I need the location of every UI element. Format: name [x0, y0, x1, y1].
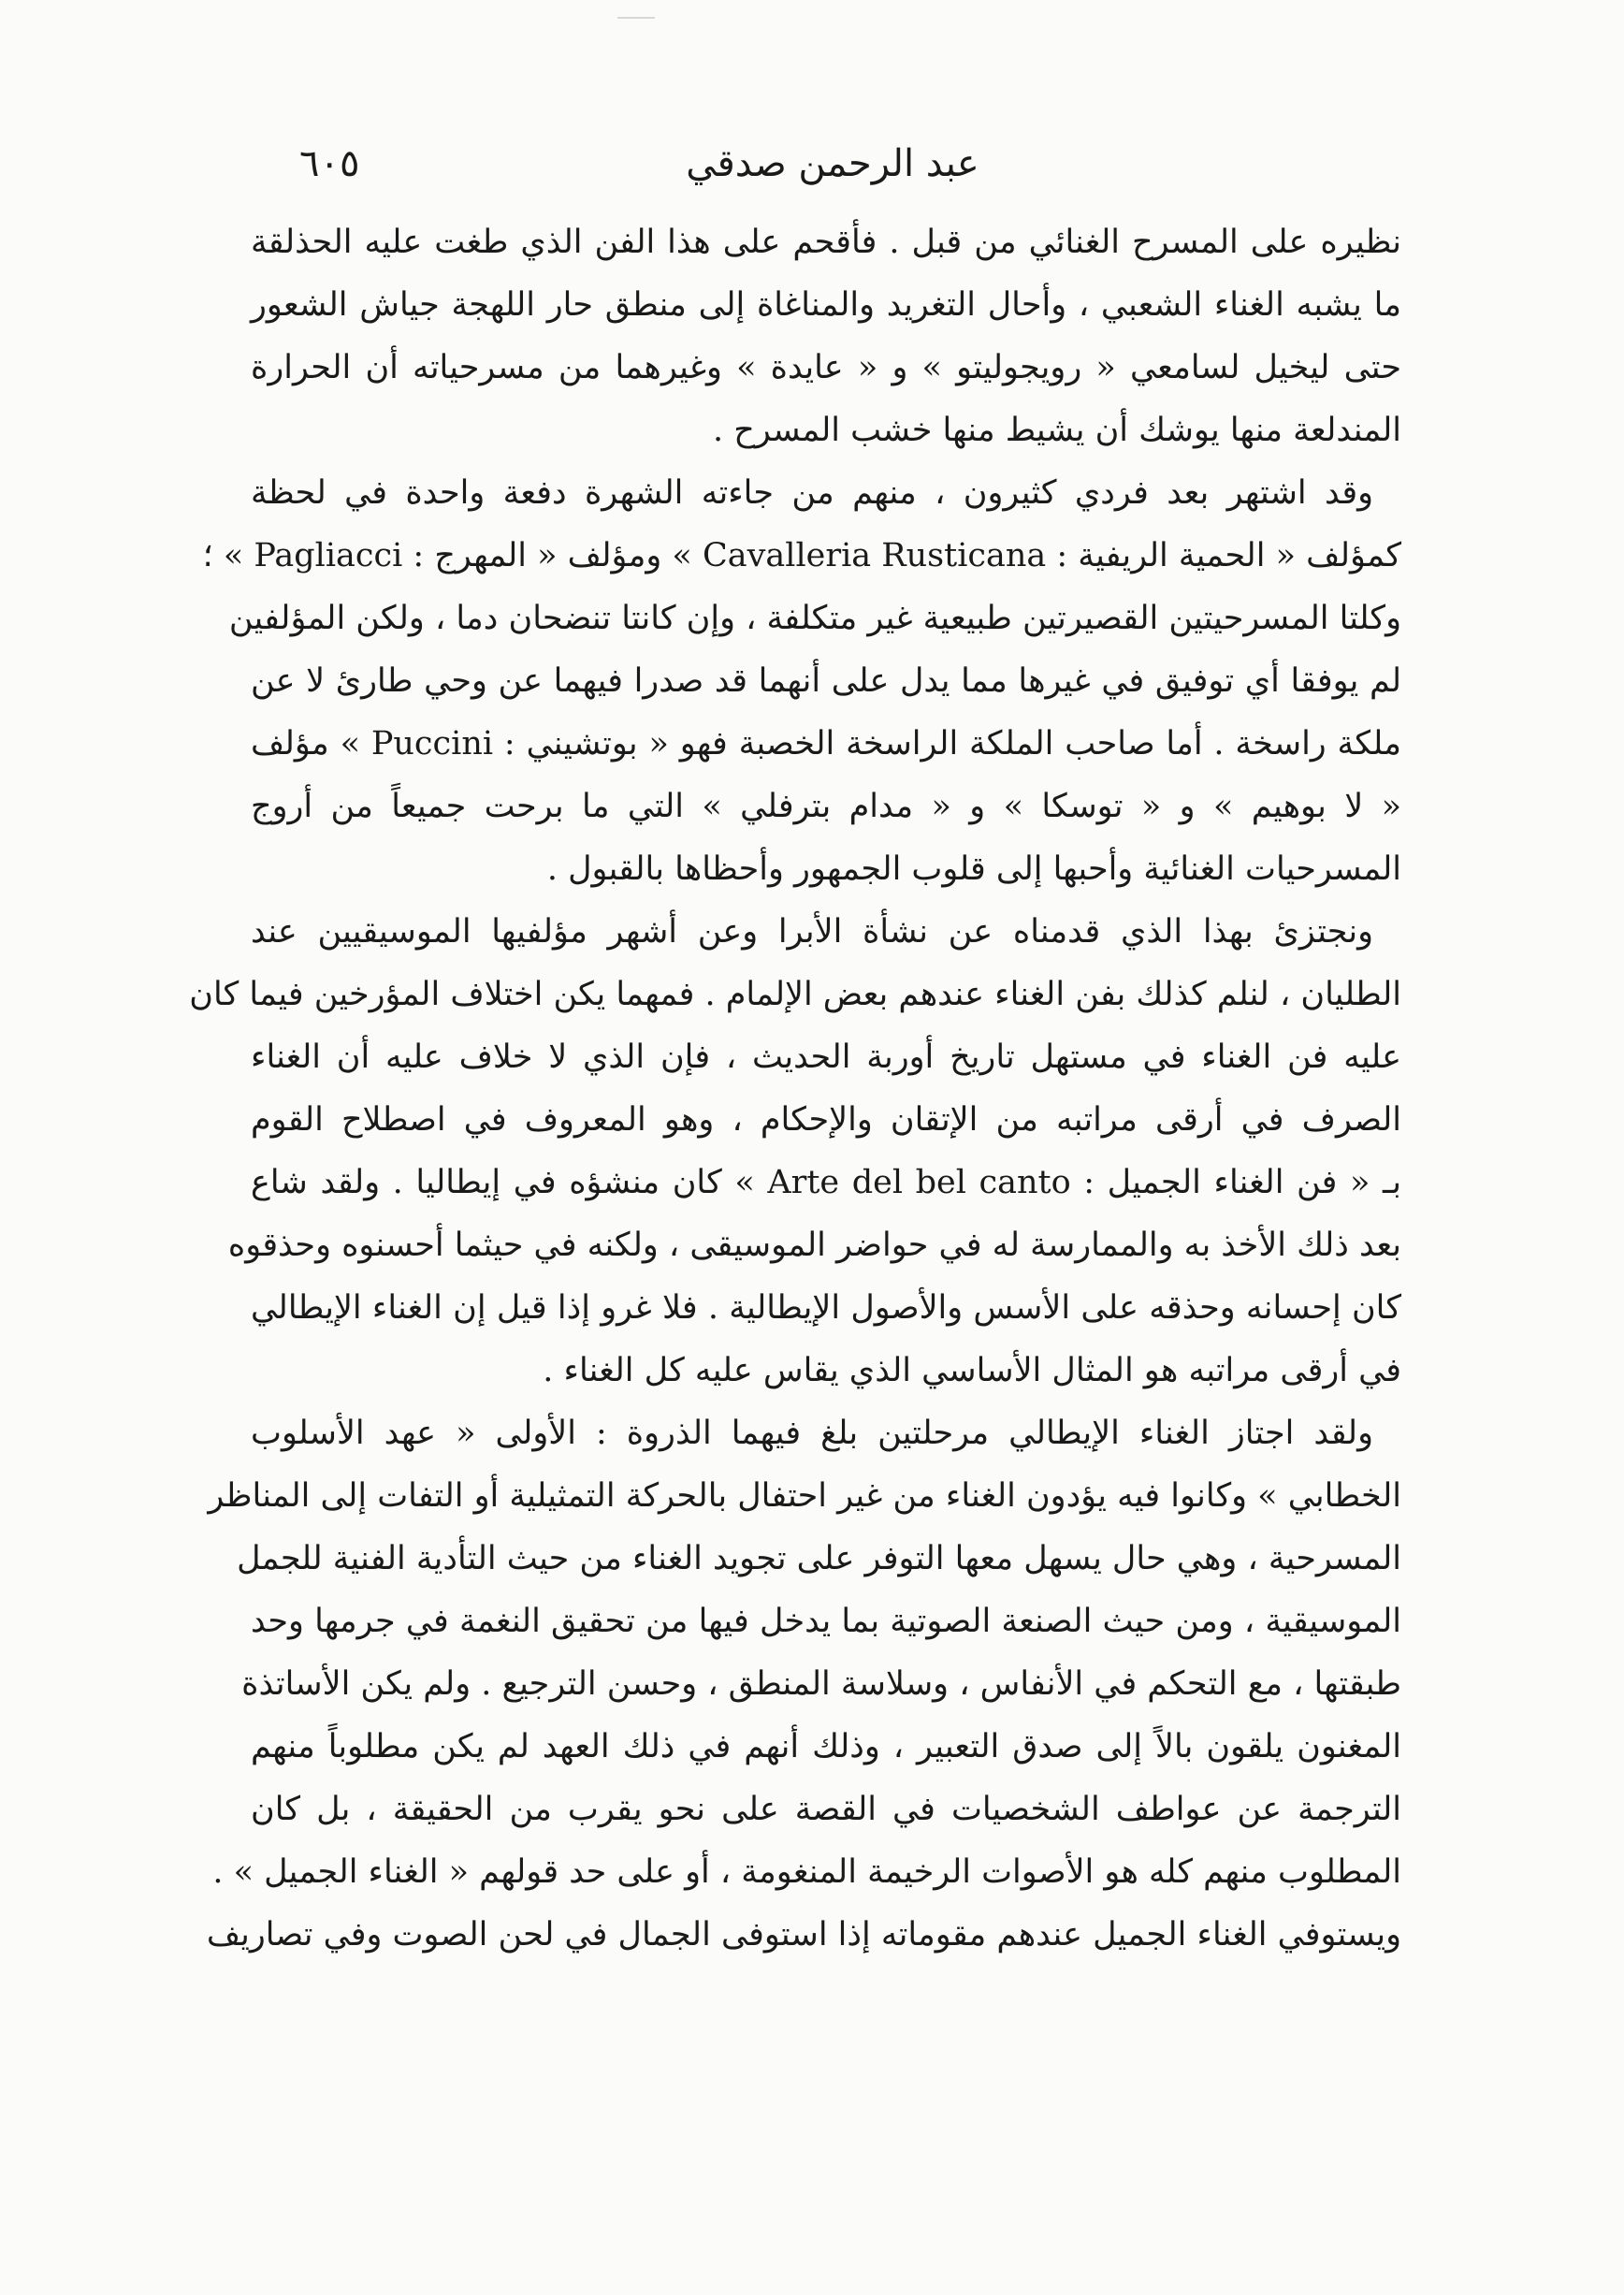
text-line: الترجمة عن عواطف الشخصيات في القصة على نحو يقرب من الحقيقة ، بل كان	[251, 1791, 1401, 1828]
text-line: بـ « فن الغناء الجميل : Arte del bel canto » كان منشؤه في إيطاليا . ولقد شاع	[251, 1164, 1401, 1201]
text-line: ما يشبه الغناء الشعبي ، وأحال التغريد والمناغاة إلى منطق حار اللهجة جياش الشعور	[251, 286, 1401, 324]
text-line: الصرف في أرقى مراتبه من الإتقان والإحكام ، وهو المعروف في اصطلاح القوم	[251, 1101, 1401, 1139]
text-line: كان إحسانه وحذقه على الأسس والأصول الإيطالية . فلا غرو إذا قيل إن الغناء الإيطالي	[251, 1289, 1401, 1327]
text-line: نظيره على المسرح الغنائي من قبل . فأقحم على هذا الفن الذي طغت عليه الحذلقة	[251, 224, 1401, 261]
text-line: المطلوب منهم كله هو الأصوات الرخيمة المنغومة ، أو على حد قولهم « الغناء الجميل » .	[212, 1853, 1401, 1891]
text-line: ملكة راسخة . أما صاحب الملكة الراسخة الخصبة فهو « بوتشيني : Puccini » مؤلف	[251, 725, 1401, 763]
text-line: الخطابي » وكانوا فيه يؤدون الغناء من غير احتفال بالحركة التمثيلية أو التفات إلى المناظر	[208, 1477, 1401, 1515]
text-line: حتى ليخيل لسامعي « رويجوليتو » و « عايدة » وغيرهما من مسرحياته أن الحرارة	[251, 349, 1401, 386]
running-title: عبد الرحمن صدقي	[686, 142, 979, 185]
paragraph-start-line: ونجتزئ بهذا الذي قدمناه عن نشأة الأبرا وعن أشهر مؤلفيها الموسيقيين عند	[251, 913, 1373, 951]
text-line: في أرقى مراتبه هو المثال الأساسي الذي يقاس عليه كل الغناء .	[543, 1352, 1401, 1389]
text-line: « لا بوهيم » و « توسكا » و « مدام بترفلي » التي ما برحت جميعاً من أروج	[251, 788, 1401, 825]
text-line: عليه فن الغناء في مستهل تاريخ أوربة الحديث ، فإن الذي لا خلاف عليه أن الغناء	[251, 1039, 1401, 1076]
text-line: المسرحيات الغنائية وأحبها إلى قلوب الجمهور وأحظاها بالقبول .	[546, 850, 1401, 888]
page-header	[253, 131, 1413, 196]
text-line: بعد ذلك الأخذ به والممارسة له في حواضر الموسيقى ، ولكنه في حيثما أحسنوه وحذقوه	[227, 1227, 1401, 1264]
text-line: وكلتا المسرحيتين القصيرتين طبيعية غير متكلفة ، وإن كانتا تنضحان دما ، ولكن المؤلفين	[228, 600, 1401, 637]
text-line: كمؤلف « الحمية الريفية : Cavalleria Rusticana » ومؤلف « المهرج : Pagliacci » ؛	[202, 537, 1401, 574]
text-line: المندلعة منها يوشك أن يشيط منها خشب المسرح .	[712, 412, 1401, 449]
paragraph-start-line: وقد اشتهر بعد فردي كثيرون ، منهم من جاءته الشهرة دفعة واحدة في لحظة	[251, 474, 1373, 512]
page-number: ٦٠٥	[299, 142, 360, 185]
text-line: طبقتها ، مع التحكم في الأنفاس ، وسلاسة المنطق ، وحسن الترجيع . ولم يكن الأساتذة	[241, 1665, 1401, 1703]
scan-artifact	[617, 17, 655, 19]
text-line: لم يوفقا أي توفيق في غيرها مما يدل على أنهما قد صدرا فيهما عن وحي طارئ لا عن	[251, 662, 1401, 700]
text-line: المسرحية ، وهي حال يسهل معها التوفر على تجويد الغناء من حيث التأدية الفنية للجمل	[237, 1540, 1401, 1577]
text-line: ويستوفي الغناء الجميل عندهم مقوماته إذا استوفى الجمال في لحن الصوت وفي تصاريف	[206, 1916, 1401, 1954]
paragraph-start-line: ولقد اجتاز الغناء الإيطالي مرحلتين بلغ فيهما الذروة : الأولى « عهد الأسلوب	[251, 1415, 1373, 1452]
text-line: الموسيقية ، ومن حيث الصنعة الصوتية بما يدخل فيها من تحقيق النغمة في جرمها وحد	[251, 1603, 1401, 1640]
text-line: المغنون يلقون بالاً إلى صدق التعبير ، وذلك أنهم في ذلك العهد لم يكن مطلوباً منهم	[251, 1728, 1401, 1765]
body-text	[189, 211, 1401, 1967]
text-line: الطليان ، لنلم كذلك بفن الغناء عندهم بعض الإلمام . فمهما يكن اختلاف المؤرخين فيما كان	[189, 976, 1401, 1013]
